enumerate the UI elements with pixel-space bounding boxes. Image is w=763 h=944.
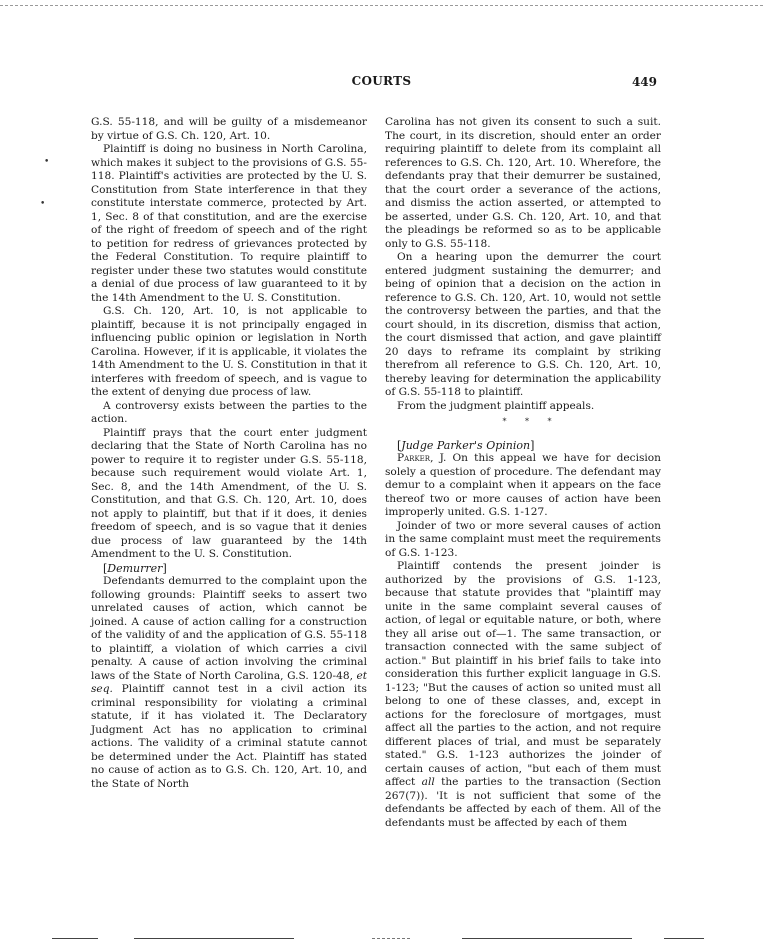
page-number: 449 bbox=[631, 75, 657, 89]
bottom-scan-rule bbox=[664, 938, 704, 939]
bracket-close: ] bbox=[162, 561, 167, 575]
bottom-scan-rule bbox=[462, 938, 632, 939]
bottom-scan-rule bbox=[134, 938, 294, 939]
bottom-scan-rule bbox=[372, 938, 410, 939]
paragraph bbox=[385, 560, 661, 830]
text-run: Plaintiff contends the present joinder is authorized by the provisions of G.S. 1-123, because that statute provides that "plaintiff may unite in the same complaint several causes of action, of legal or equitable nature, or both, where they all arise out of—1. The same transaction, or transaction connected with the same subject of action." But plaintiff in his brief fails to take into consideration this further explicit language in G.S. 1-123; "But the causes of action so united must all belong to one of these classes, and, except in actions for the foreclosure of mortgages, must affect all the parties to the action, and not require different places of trial, and must be separately stated." G.S. 1-123 authorizes the joinder of certain causes of action, "but each of them must affect bbox=[385, 560, 661, 788]
paragraph: Plaintiff prays that the court enter judgment declaring that the State of North Carolina has no power to require it to register under G.S. 55-118, because such requirement would violate Art. 1, Sec. 8, and the 14th Amendment, of the U. S. Constitution, and that G.S. Ch. 120, Art. 10, does not apply to plaintiff, but that if it does, it denies freedom of speech, and is so vague that it denies due process of law guaranteed by the 14th Amendment to the U. S. Constitution. bbox=[91, 426, 367, 560]
left-column bbox=[91, 116, 367, 791]
paragraph: A controversy exists between the parties to the action. bbox=[91, 399, 367, 425]
judge-name: Parker bbox=[397, 452, 431, 464]
text-run: the parties to the transaction (Section 267(7)). 'It is not sufficient that some of the defendants be affected by each of them. All of the defendants must be affected by each of them bbox=[385, 776, 662, 829]
paragraph: G.S. 55-118, and will be guilty of a misdemeanor by virtue of G.S. Ch. 120, Art. 10. bbox=[91, 116, 367, 142]
section-heading-opinion bbox=[385, 439, 661, 453]
paragraph: Carolina has not given its consent to such a suit. The court, in its discretion, should enter an order requiring plaintiff to delete from its complaint all references to G.S. Ch. 120, Art. 10. Wherefore, the defendants pray that their demurrer be sustained, that the court order a severance of the actions, and dismiss the action asserted, or attempted to be asserted, under G.S. Ch. 120, Art. 10, and that the pleadings be reformed so as to be applicable only to G.S. 55-118. bbox=[385, 116, 661, 250]
paragraph: From the judgment plaintiff appeals. bbox=[397, 399, 595, 412]
bracket-close: ] bbox=[530, 438, 535, 452]
margin-dot: • bbox=[44, 157, 50, 167]
text-run: Plaintiff cannot test in a civil action its criminal responsibility for violating a criminal statute, if it has violated it. The Declaratory Judgment Act has no application to criminal actions. The validity of a criminal statute cannot be determined under the Act. Plaintiff has stated no cause of action as to G.S. Ch. 120, Art. 10, and the State of North bbox=[91, 683, 367, 790]
heading-text: Demurrer bbox=[107, 561, 163, 575]
bracket-open: [ bbox=[397, 438, 402, 452]
paragraph: Joinder of two or more several causes of action in the same complaint must meet the requirements of G.S. 1-123. bbox=[385, 519, 661, 559]
top-scan-rule bbox=[0, 5, 763, 6]
text-run-italic: et seq. bbox=[91, 669, 367, 695]
bracket-open: [ bbox=[103, 561, 108, 575]
text-run: , J. On this appeal we have for decision solely a question of procedure. The defendant may demur to a complaint when it appears on the face thereof two or more causes of action have been improperly united. G.S. 1-127. bbox=[385, 452, 661, 518]
paragraph bbox=[385, 452, 661, 520]
bottom-scan-rule bbox=[52, 938, 98, 939]
right-column bbox=[385, 116, 661, 830]
paragraph bbox=[91, 575, 367, 791]
paragraph: On a hearing upon the demurrer the court entered judgment sustaining the demurrer; and being of opinion that a decision on the action in reference to G.S. Ch. 120, Art. 10, would not settle the controversy between the parties, and that the court should, in its discretion, dismiss that action, the court dismissed that action, and gave plaintiff 20 days to reframe its complaint by striking therefrom all reference to G.S. Ch. 120, Art. 10, thereby leaving for determination the applicability of G.S. 55-118 to plaintiff. bbox=[385, 251, 661, 398]
section-heading-demurrer bbox=[91, 562, 367, 576]
text-run-italic: all bbox=[421, 776, 435, 788]
paragraph: Plaintiff is doing no business in North Carolina, which makes it subject to the provisions of G.S. 55-118. Plaintiff's activities are protected by the U. S. Constitution from State interference in that they constitute interstate commerce, protected by Art. 1, Sec. 8 of that constitution, and are the exercise of the right of freedom of speech and of the right to petition for redress of grievances protected by the Federal Constitution. To require plaintiff to register under these two statutes would constitute a denial of due process of law guaranteed to it by the 14th Amendment to the U. S. Constitution. bbox=[91, 143, 367, 304]
section-break-stars: * * * bbox=[502, 417, 560, 426]
paragraph: G.S. Ch. 120, Art. 10, is not applicable to plaintiff, because it is not principally engaged in influencing public opinion or legislation in North Carolina. However, if it is applicable, it violates the 14th Amendment to the U. S. Constitution in that it interferes with freedom of speech, and is vague to the extent of denying due process of law. bbox=[91, 305, 367, 398]
text-run: Defendants demurred to the complaint upon the following grounds: Plaintiff seeks to assert two unrelated causes of action, which cannot be joined. A cause of action calling for a construction of the validity of and the application of G.S. 55-118 to plaintiff, a violation of which carries a civil penalty. A cause of action involving the criminal laws of the State of North Carolina, G.S. 120-48, bbox=[91, 575, 367, 682]
margin-dot: • bbox=[40, 199, 46, 209]
running-head: COURTS bbox=[351, 74, 412, 88]
heading-text: Judge Parker's Opinion bbox=[401, 438, 531, 452]
